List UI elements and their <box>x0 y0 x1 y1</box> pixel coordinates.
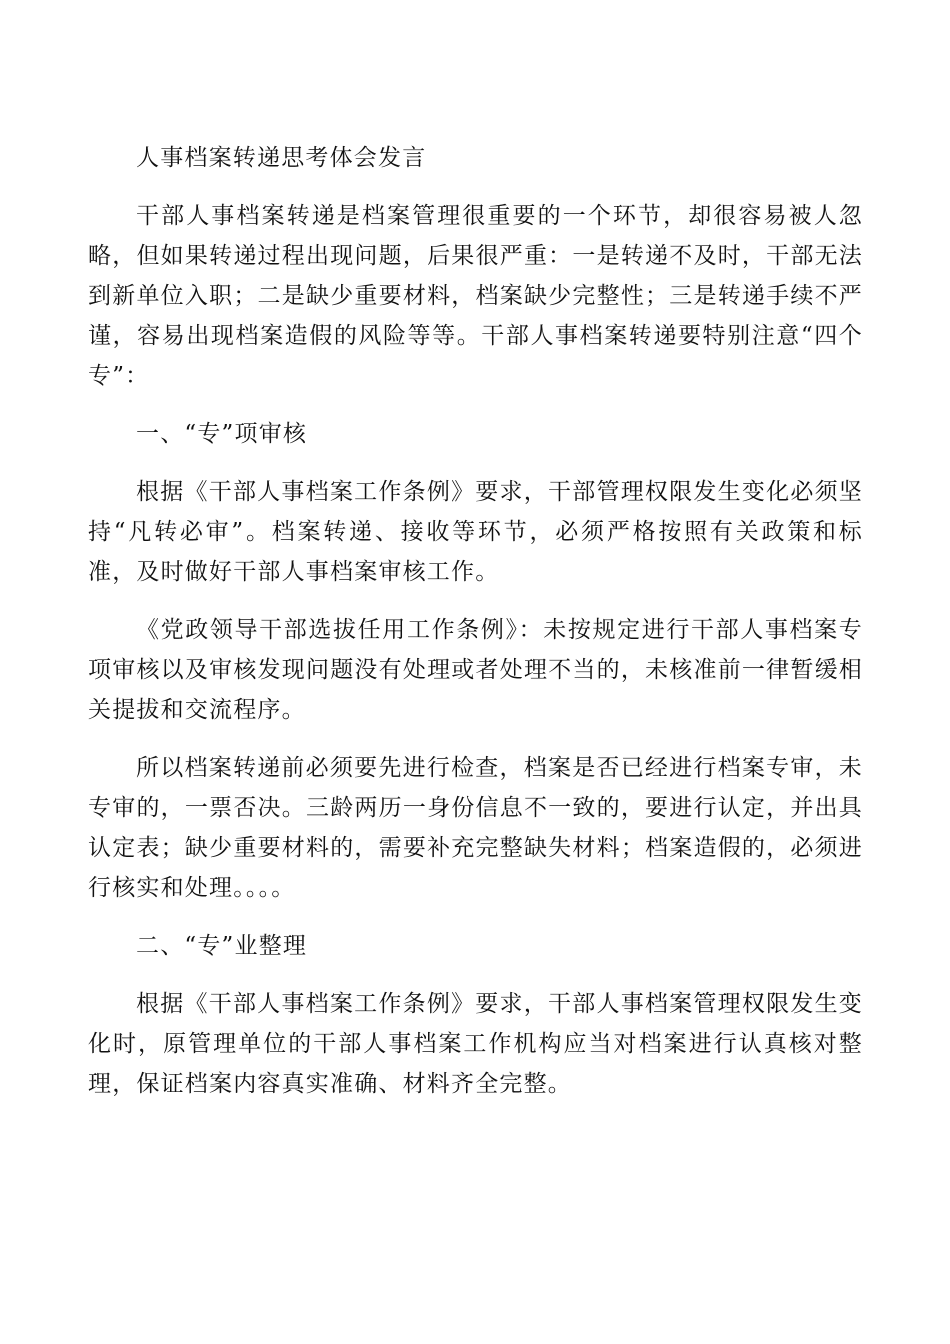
document-body <box>88 138 863 1122</box>
section-1-paragraph-3: 所以档案转递前必须要先进行检查，档案是否已经进行档案专审，未专审的，一票否决。三龄两历一身份信息不一致的，要进行认定，并出具认定表；缺少重要材料的，需要补充完整缺失材料；档案造假的，必须进行核实和处理。。。。 <box>88 755 863 901</box>
section-2-heading: 二、“专”业整理 <box>136 933 308 959</box>
section-1-paragraph-1: 根据《干部人事档案工作条例》要求，干部管理权限发生变化必须坚持“凡转必审”。档案转递、接收等环节，必须严格按照有关政策和标准，及时做好干部人事档案审核工作。 <box>88 479 863 585</box>
section-1-heading: 一、“专”项审核 <box>136 421 308 447</box>
intro-paragraph: 干部人事档案转递是档案管理很重要的一个环节，却很容易被人忽略，但如果转递过程出现问题，后果很严重：一是转递不及时，干部无法到新单位入职；二是缺少重要材料，档案缺少完整性；三是转递手续不严谨，容易出现档案造假的风险等等。干部人事档案转递要特别注意“四个专”： <box>88 203 863 389</box>
section-2-paragraph-1: 根据《干部人事档案工作条例》要求，干部人事档案管理权限发生变化时，原管理单位的干部人事档案工作机构应当对档案进行认真核对整理，保证档案内容真实准确、材料齐全完整。 <box>88 991 863 1097</box>
document-title: 人事档案转递思考体会发言 <box>136 145 427 171</box>
section-1-paragraph-2: 《党政领导干部选拔任用工作条例》：未按规定进行干部人事档案专项审核以及审核发现问题没有处理或者处理不当的，未核准前一律暂缓相关提拔和交流程序。 <box>88 617 863 723</box>
